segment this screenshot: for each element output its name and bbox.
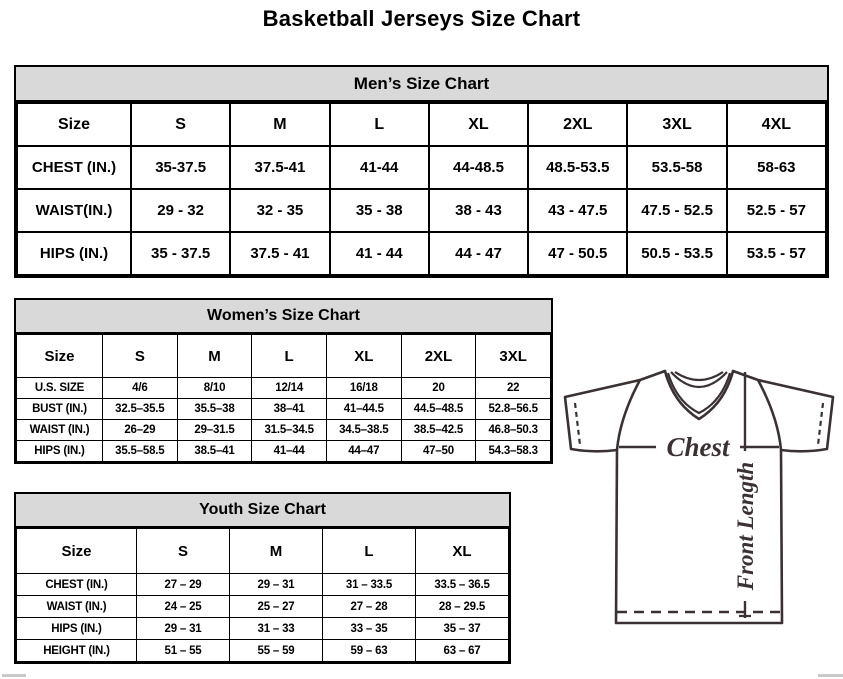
size-value-cell: 31.5–34.5 — [252, 420, 327, 441]
size-value-cell: 35 – 37 — [416, 618, 509, 640]
size-value-cell: 52.5 - 57 — [727, 189, 826, 232]
size-value-cell: 52.8–56.5 — [476, 399, 551, 420]
size-value-cell: 51 – 55 — [137, 640, 230, 662]
size-column-header: M — [177, 335, 252, 378]
row-label: CHEST (IN.) — [17, 146, 131, 189]
size-value-cell: 41–44.5 — [326, 399, 401, 420]
row-label: BUST (IN.) — [17, 399, 103, 420]
row-label: HIPS (IN.) — [17, 232, 131, 275]
chest-label: Chest — [666, 432, 730, 462]
size-value-cell: 38.5–42.5 — [401, 420, 476, 441]
table-row — [17, 146, 826, 189]
size-column-header: M — [230, 529, 323, 574]
size-value-cell: 12/14 — [252, 378, 327, 399]
size-value-cell: 35 - 38 — [330, 189, 429, 232]
row-label: HEIGHT (IN.) — [17, 640, 137, 662]
jersey-measurement-diagram — [558, 366, 840, 648]
size-value-cell: 41-44 — [330, 146, 429, 189]
size-value-cell: 27 – 28 — [323, 596, 416, 618]
size-column-header: L — [323, 529, 416, 574]
size-value-cell: 35 - 37.5 — [131, 232, 230, 275]
size-column-header: M — [230, 103, 329, 146]
size-value-cell: 34.5–38.5 — [326, 420, 401, 441]
mens-size-chart-section — [14, 65, 829, 278]
table-row — [17, 596, 509, 618]
size-value-cell: 22 — [476, 378, 551, 399]
youth-size-chart-section — [14, 492, 511, 664]
size-value-cell: 29 – 31 — [230, 574, 323, 596]
scrollbar-fragment-left — [2, 674, 26, 677]
table-row — [17, 441, 551, 462]
size-value-cell: 38 - 43 — [429, 189, 528, 232]
womens-size-chart-section — [14, 298, 553, 464]
size-value-cell: 25 – 27 — [230, 596, 323, 618]
size-value-cell: 47.5 - 52.5 — [627, 189, 726, 232]
size-column-header: L — [252, 335, 327, 378]
size-value-cell: 41 - 44 — [330, 232, 429, 275]
youth-chart-title: Youth Size Chart — [16, 494, 509, 528]
size-value-cell: 41–44 — [252, 441, 327, 462]
column-header-row — [17, 335, 551, 378]
size-value-cell: 38–41 — [252, 399, 327, 420]
size-value-cell: 32.5–35.5 — [103, 399, 178, 420]
row-label: CHEST (IN.) — [17, 574, 137, 596]
size-value-cell: 44 - 47 — [429, 232, 528, 275]
size-value-cell: 44–47 — [326, 441, 401, 462]
size-value-cell: 20 — [401, 378, 476, 399]
size-column-header: 3XL — [476, 335, 551, 378]
size-value-cell: 29 – 31 — [137, 618, 230, 640]
size-value-cell: 50.5 - 53.5 — [627, 232, 726, 275]
jersey-collar-arc-shallow — [675, 372, 723, 380]
size-value-cell: 46.8–50.3 — [476, 420, 551, 441]
size-value-cell: 47 - 50.5 — [528, 232, 627, 275]
size-corner-header: Size — [17, 529, 137, 574]
size-value-cell: 35.5–58.5 — [103, 441, 178, 462]
table-row — [17, 420, 551, 441]
size-value-cell: 37.5-41 — [230, 146, 329, 189]
size-value-cell: 24 – 25 — [137, 596, 230, 618]
size-value-cell: 31 – 33 — [230, 618, 323, 640]
size-column-header: 2XL — [401, 335, 476, 378]
row-label: WAIST (IN.) — [17, 420, 103, 441]
size-value-cell: 35-37.5 — [131, 146, 230, 189]
size-column-header: 3XL — [627, 103, 726, 146]
scrollbar-fragment-right — [818, 674, 843, 677]
size-value-cell: 48.5-53.5 — [528, 146, 627, 189]
size-value-cell: 54.3–58.3 — [476, 441, 551, 462]
size-column-header: 2XL — [528, 103, 627, 146]
size-value-cell: 26–29 — [103, 420, 178, 441]
size-value-cell: 16/18 — [326, 378, 401, 399]
womens-size-table — [16, 334, 551, 462]
table-row — [17, 399, 551, 420]
size-value-cell: 33.5 – 36.5 — [416, 574, 509, 596]
size-value-cell: 63 – 67 — [416, 640, 509, 662]
womens-chart-title: Women’s Size Chart — [16, 300, 551, 334]
table-row — [17, 574, 509, 596]
size-corner-header: Size — [17, 335, 103, 378]
column-header-row — [17, 103, 826, 146]
column-header-row — [17, 529, 509, 574]
size-value-cell: 8/10 — [177, 378, 252, 399]
size-value-cell: 47–50 — [401, 441, 476, 462]
size-value-cell: 58-63 — [727, 146, 826, 189]
size-column-header: XL — [326, 335, 401, 378]
size-column-header: S — [137, 529, 230, 574]
row-label: WAIST(IN.) — [17, 189, 131, 232]
size-column-header: XL — [416, 529, 509, 574]
size-value-cell: 55 – 59 — [230, 640, 323, 662]
size-value-cell: 27 – 29 — [137, 574, 230, 596]
table-row — [17, 232, 826, 275]
size-value-cell: 33 – 35 — [323, 618, 416, 640]
size-column-header: XL — [429, 103, 528, 146]
size-value-cell: 29–31.5 — [177, 420, 252, 441]
size-value-cell: 28 – 29.5 — [416, 596, 509, 618]
table-row — [17, 378, 551, 399]
row-label: U.S. SIZE — [17, 378, 103, 399]
size-value-cell: 35.5–38 — [177, 399, 252, 420]
table-row — [17, 189, 826, 232]
size-value-cell: 44-48.5 — [429, 146, 528, 189]
size-column-header: S — [103, 335, 178, 378]
youth-size-table — [16, 528, 509, 662]
size-corner-header: Size — [17, 103, 131, 146]
size-value-cell: 32 - 35 — [230, 189, 329, 232]
mens-size-table — [16, 102, 827, 276]
table-row — [17, 618, 509, 640]
row-label: HIPS (IN.) — [17, 618, 137, 640]
size-value-cell: 43 - 47.5 — [528, 189, 627, 232]
size-value-cell: 31 – 33.5 — [323, 574, 416, 596]
size-value-cell: 29 - 32 — [131, 189, 230, 232]
size-column-header: L — [330, 103, 429, 146]
size-value-cell: 53.5 - 57 — [727, 232, 826, 275]
size-value-cell: 44.5–48.5 — [401, 399, 476, 420]
table-row — [17, 640, 509, 662]
size-value-cell: 37.5 - 41 — [230, 232, 329, 275]
row-label: WAIST (IN.) — [17, 596, 137, 618]
size-column-header: 4XL — [727, 103, 826, 146]
size-value-cell: 4/6 — [103, 378, 178, 399]
page-title: Basketball Jerseys Size Chart — [262, 6, 581, 31]
size-value-cell: 59 – 63 — [323, 640, 416, 662]
size-column-header: S — [131, 103, 230, 146]
mens-chart-title: Men’s Size Chart — [16, 67, 827, 102]
front-length-label: Front Length — [733, 461, 758, 591]
size-value-cell: 53.5-58 — [627, 146, 726, 189]
size-value-cell: 38.5–41 — [177, 441, 252, 462]
row-label: HIPS (IN.) — [17, 441, 103, 462]
